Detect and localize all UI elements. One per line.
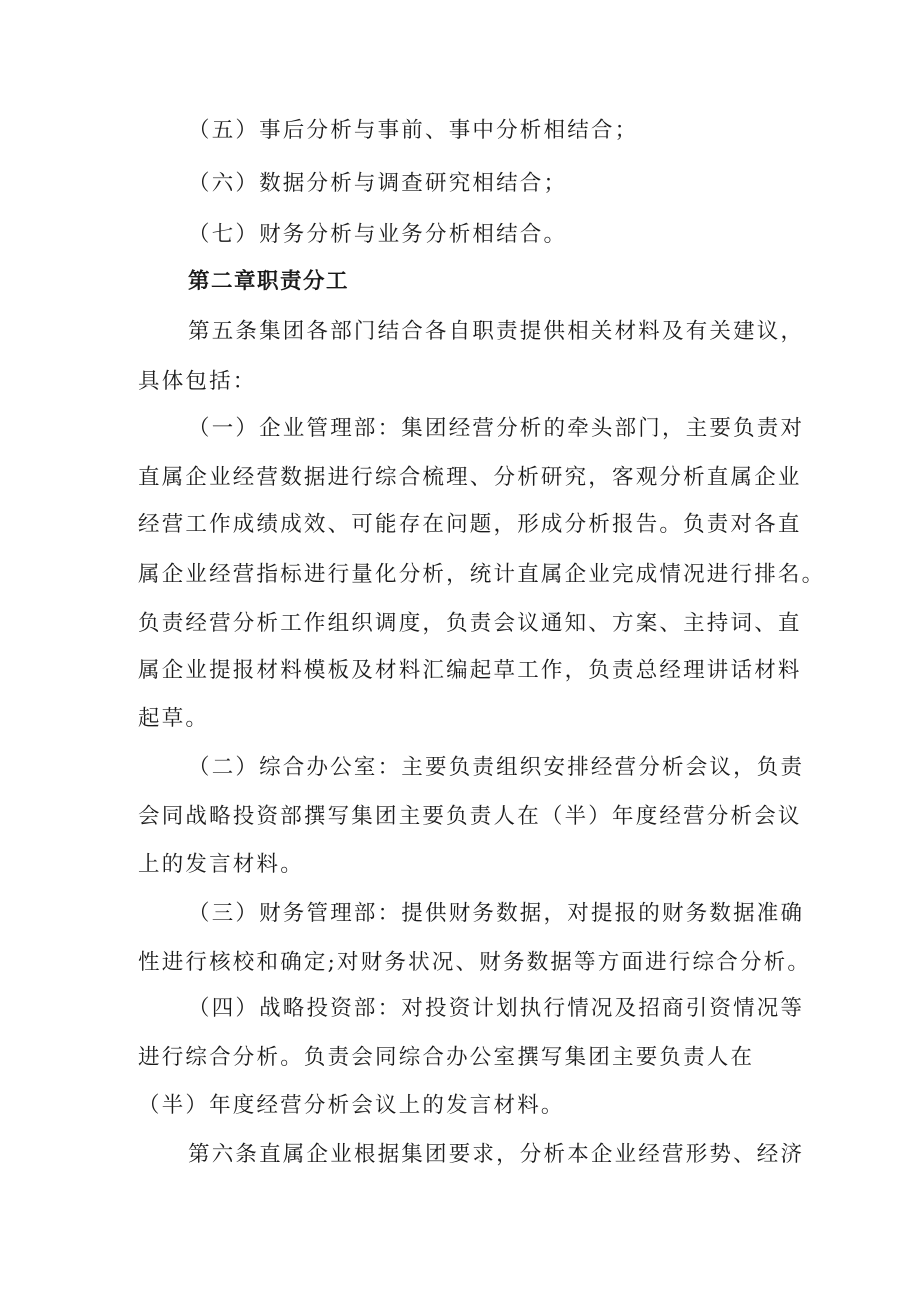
list-item-7: （七）财务分析与业务分析相结合。 xyxy=(188,222,568,247)
list-item-6: （六）数据分析与调查研究相结合； xyxy=(188,171,568,196)
dept-4-line-1: （四）战略投资部：对投资计划执行情况及招商引资情况等 xyxy=(188,996,805,1021)
dept-4-line-3: （半）年度经营分析会议上的发言材料。 xyxy=(138,1093,565,1118)
chapter-heading: 第二章职责分工 xyxy=(188,269,350,294)
article-5-line-1: 第五条集团各部门结合各自职责提供相关材料及有关建议， xyxy=(188,319,805,344)
article-6-line-1: 第六条直属企业根据集团要求，分析本企业经营形势、经济 xyxy=(188,1142,805,1167)
dept-1-line-4: 属企业经营指标进行量化分析，统计直属企业完成情况进行排名。 xyxy=(138,562,826,587)
dept-1-line-5: 负责经营分析工作组织调度，负责会议通知、方案、主持词、直 xyxy=(138,611,802,636)
dept-1-line-2: 直属企业经营数据进行综合梳理、分析研究，客观分析直属企业 xyxy=(138,465,802,490)
dept-1-line-1: （一）企业管理部：集团经营分析的牵头部门，主要负责对 xyxy=(188,416,805,441)
dept-1-line-6: 属企业提报材料模板及材料汇编起草工作，负责总经理讲话材料 xyxy=(138,658,802,683)
list-item-5: （五）事后分析与事前、事中分析相结合； xyxy=(188,118,639,143)
dept-1-line-3: 经营工作成绩成效、可能存在问题，形成分析报告。负责对各直 xyxy=(138,512,802,537)
dept-4-line-2: 进行综合分析。负责会同综合办公室撰写集团主要负责人在 xyxy=(138,1045,755,1070)
dept-2-line-1: （二）综合办公室：主要负责组织安排经营分析会议，负责 xyxy=(188,755,805,780)
dept-2-line-3: 上的发言材料。 xyxy=(138,852,304,877)
dept-3-line-2: 性进行核校和确定;对财务状况、财务数据等方面进行综合分析。 xyxy=(138,950,812,975)
article-5-line-2: 具体包括： xyxy=(138,369,257,394)
dept-3-line-1: （三）财务管理部：提供财务数据，对提报的财务数据准确 xyxy=(188,901,805,926)
dept-1-line-7: 起草。 xyxy=(138,706,210,731)
dept-2-line-2: 会同战略投资部撰写集团主要负责人在（半）年度经营分析会议 xyxy=(138,804,802,829)
